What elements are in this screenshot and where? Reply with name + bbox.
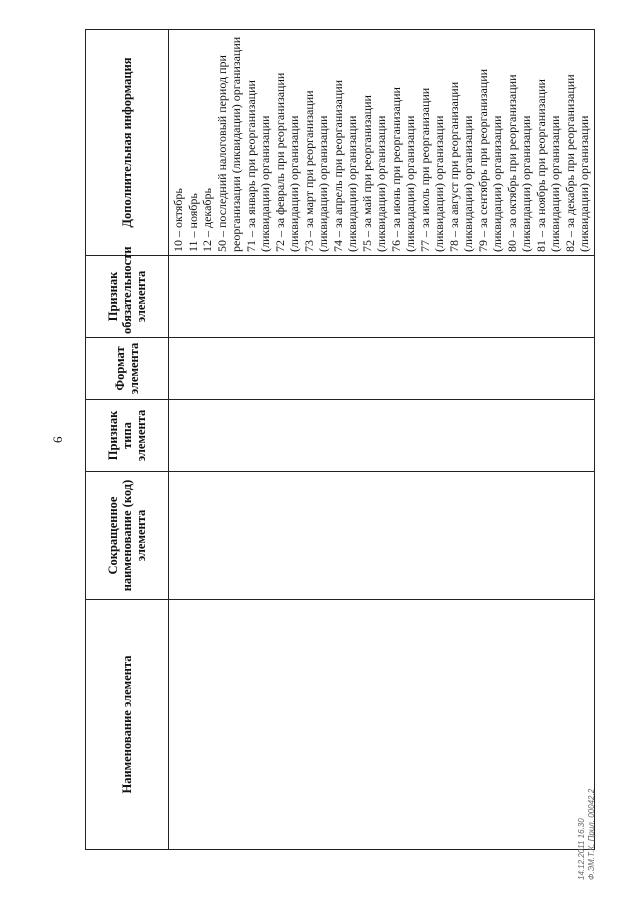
cell-element-required — [169, 256, 595, 338]
list-item: 78 – за август при реорганизации (ликвидации) организации — [446, 81, 475, 252]
list-item: 50 – последний налоговый период при реорганизации (ликвидации) организации — [214, 36, 243, 252]
list-item: 12 – декабрь — [200, 188, 214, 252]
rotated-table-container — [85, 30, 590, 850]
list-item: 82 – за декабрь при реорганизации (ликвидации) организации — [562, 74, 591, 252]
list-item: 81 – за ноябрь при реорганизации (ликвидации) организации — [533, 79, 562, 252]
list-item: 75 – за май при реорганизации (ликвидации) организации — [359, 95, 388, 252]
list-item: 74 – за апрель при реорганизации (ликвидации) организации — [330, 79, 359, 252]
header-element-required: Признак обязательности элемента — [86, 256, 169, 338]
elements-table — [85, 29, 595, 850]
document-stamp — [577, 789, 597, 880]
list-item: 10 – октябрь — [171, 188, 185, 252]
cell-element-type — [169, 400, 595, 472]
additional-info-list — [169, 30, 594, 255]
list-item: 71 – за январь при реорганизации (ликвидации) организации — [243, 80, 272, 252]
header-element-name: Наименование элемента — [86, 600, 169, 850]
list-item: 73 – за март при реорганизации (ликвидации) организации — [301, 90, 330, 252]
stamp-line-1: 14.12.2011 16.30 — [577, 818, 586, 880]
header-element-format: Формат элемента — [86, 338, 169, 400]
list-item: 11 – ноябрь — [185, 193, 200, 252]
list-item: 76 – за июнь при реорганизации (ликвидации) организации — [388, 87, 417, 252]
header-additional-info: Дополнительная информация — [86, 30, 169, 256]
cell-additional-info — [169, 30, 595, 256]
page-number: 6 — [50, 436, 65, 443]
stamp-line-2: Ф.ЭМ.Т.К. Прил. 00042.2 — [587, 788, 596, 880]
table-header-row — [86, 30, 169, 850]
table-row — [169, 30, 595, 850]
list-item: 80 – за октябрь при реорганизации (ликвидации) организации — [504, 74, 533, 252]
list-item: 77 – за июль при реорганизации (ликвидации) организации — [417, 87, 446, 252]
cell-element-format — [169, 338, 595, 400]
cell-element-code — [169, 472, 595, 600]
header-element-code: Сокращенное наименование (код) элемента — [86, 472, 169, 600]
cell-element-name — [169, 600, 595, 850]
list-item: 72 – за февраль при реорганизации (ликвидации) организации — [272, 72, 301, 252]
list-item: 79 – за сентябрь при реорганизации (ликвидации) организации — [475, 68, 504, 252]
header-element-type: Признак типа элемента — [86, 400, 169, 472]
